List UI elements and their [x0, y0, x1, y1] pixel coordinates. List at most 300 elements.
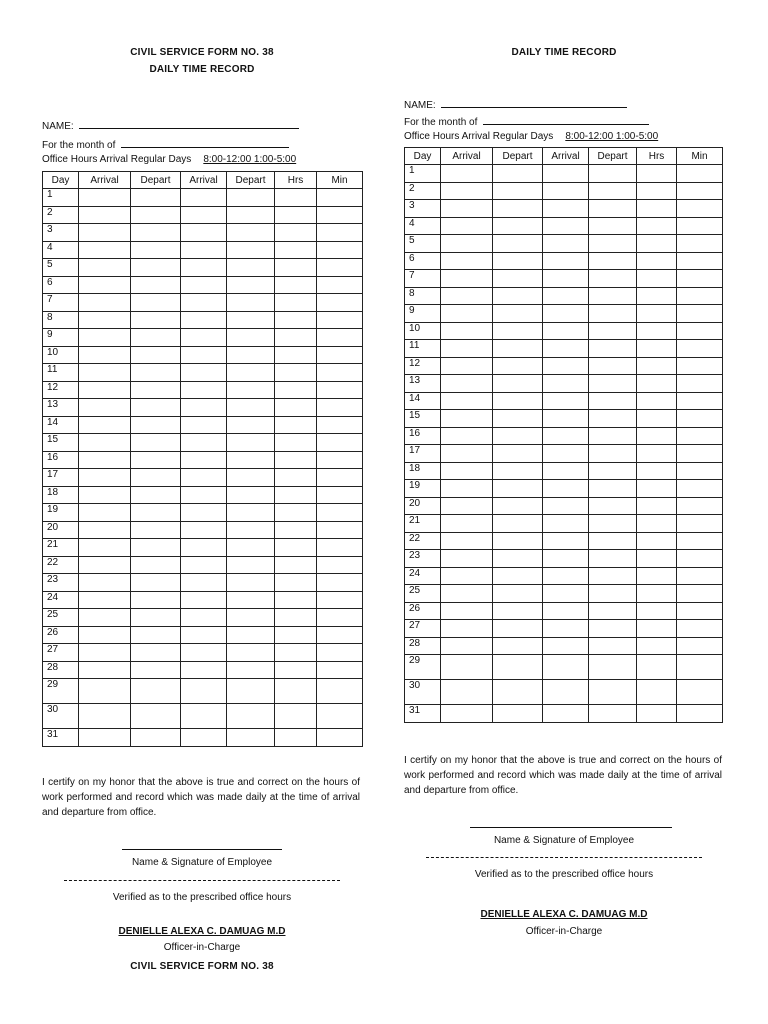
time-entry-cell[interactable]: [227, 206, 275, 224]
time-entry-cell[interactable]: [589, 550, 637, 568]
time-entry-cell[interactable]: [637, 270, 677, 288]
time-entry-cell[interactable]: [441, 427, 493, 445]
time-entry-cell[interactable]: [317, 206, 363, 224]
time-entry-cell[interactable]: [543, 462, 589, 480]
time-entry-cell[interactable]: [275, 294, 317, 312]
time-entry-cell[interactable]: [131, 311, 181, 329]
time-entry-cell[interactable]: [131, 206, 181, 224]
time-entry-cell[interactable]: [131, 346, 181, 364]
time-entry-cell[interactable]: [441, 375, 493, 393]
time-entry-cell[interactable]: [543, 200, 589, 218]
time-entry-cell[interactable]: [493, 305, 543, 323]
time-entry-cell[interactable]: [317, 381, 363, 399]
time-entry-cell[interactable]: [227, 241, 275, 259]
time-entry-cell[interactable]: [441, 410, 493, 428]
time-entry-cell[interactable]: [131, 241, 181, 259]
time-entry-cell[interactable]: [181, 294, 227, 312]
time-entry-cell[interactable]: [441, 340, 493, 358]
time-entry-cell[interactable]: [543, 445, 589, 463]
time-entry-cell[interactable]: [227, 521, 275, 539]
time-entry-cell[interactable]: [275, 626, 317, 644]
time-entry-cell[interactable]: [275, 521, 317, 539]
time-entry-cell[interactable]: [317, 704, 363, 729]
time-entry-cell[interactable]: [181, 399, 227, 417]
time-entry-cell[interactable]: [131, 521, 181, 539]
time-entry-cell[interactable]: [79, 189, 131, 207]
time-entry-cell[interactable]: [275, 661, 317, 679]
time-entry-cell[interactable]: [317, 259, 363, 277]
time-entry-cell[interactable]: [677, 165, 723, 183]
time-entry-cell[interactable]: [589, 252, 637, 270]
employee-signature-line[interactable]: [470, 827, 672, 828]
time-entry-cell[interactable]: [227, 276, 275, 294]
time-entry-cell[interactable]: [589, 217, 637, 235]
time-entry-cell[interactable]: [589, 287, 637, 305]
time-entry-cell[interactable]: [227, 539, 275, 557]
time-entry-cell[interactable]: [79, 381, 131, 399]
time-entry-cell[interactable]: [493, 515, 543, 533]
time-entry-cell[interactable]: [589, 497, 637, 515]
time-entry-cell[interactable]: [131, 451, 181, 469]
time-entry-cell[interactable]: [543, 655, 589, 680]
time-entry-cell[interactable]: [677, 375, 723, 393]
time-entry-cell[interactable]: [677, 620, 723, 638]
time-entry-cell[interactable]: [317, 294, 363, 312]
time-entry-cell[interactable]: [637, 550, 677, 568]
time-entry-cell[interactable]: [181, 486, 227, 504]
time-entry-cell[interactable]: [181, 609, 227, 627]
time-entry-cell[interactable]: [227, 469, 275, 487]
time-entry-cell[interactable]: [543, 252, 589, 270]
time-entry-cell[interactable]: [543, 637, 589, 655]
time-entry-cell[interactable]: [79, 591, 131, 609]
time-entry-cell[interactable]: [493, 680, 543, 705]
time-entry-cell[interactable]: [131, 661, 181, 679]
time-entry-cell[interactable]: [493, 550, 543, 568]
time-entry-cell[interactable]: [589, 200, 637, 218]
time-entry-cell[interactable]: [637, 480, 677, 498]
time-entry-cell[interactable]: [493, 217, 543, 235]
time-entry-cell[interactable]: [493, 322, 543, 340]
time-entry-cell[interactable]: [181, 504, 227, 522]
time-entry-cell[interactable]: [317, 539, 363, 557]
time-entry-cell[interactable]: [493, 445, 543, 463]
time-entry-cell[interactable]: [543, 322, 589, 340]
time-entry-cell[interactable]: [441, 305, 493, 323]
time-entry-cell[interactable]: [275, 364, 317, 382]
time-entry-cell[interactable]: [637, 620, 677, 638]
time-entry-cell[interactable]: [275, 311, 317, 329]
time-entry-cell[interactable]: [441, 322, 493, 340]
time-entry-cell[interactable]: [589, 235, 637, 253]
time-entry-cell[interactable]: [637, 217, 677, 235]
time-entry-cell[interactable]: [181, 311, 227, 329]
time-entry-cell[interactable]: [227, 504, 275, 522]
time-entry-cell[interactable]: [441, 497, 493, 515]
time-entry-cell[interactable]: [493, 620, 543, 638]
time-entry-cell[interactable]: [317, 521, 363, 539]
time-entry-cell[interactable]: [181, 626, 227, 644]
time-entry-cell[interactable]: [275, 591, 317, 609]
time-entry-cell[interactable]: [131, 556, 181, 574]
time-entry-cell[interactable]: [79, 486, 131, 504]
time-entry-cell[interactable]: [275, 416, 317, 434]
time-entry-cell[interactable]: [275, 574, 317, 592]
time-entry-cell[interactable]: [79, 416, 131, 434]
time-entry-cell[interactable]: [79, 729, 131, 747]
time-entry-cell[interactable]: [131, 259, 181, 277]
time-entry-cell[interactable]: [589, 620, 637, 638]
time-entry-cell[interactable]: [589, 270, 637, 288]
time-entry-cell[interactable]: [677, 515, 723, 533]
time-entry-cell[interactable]: [181, 451, 227, 469]
time-entry-cell[interactable]: [637, 392, 677, 410]
time-entry-cell[interactable]: [275, 679, 317, 704]
time-entry-cell[interactable]: [227, 381, 275, 399]
time-entry-cell[interactable]: [317, 556, 363, 574]
time-entry-cell[interactable]: [493, 375, 543, 393]
time-entry-cell[interactable]: [543, 182, 589, 200]
time-entry-cell[interactable]: [441, 637, 493, 655]
time-entry-cell[interactable]: [589, 322, 637, 340]
time-entry-cell[interactable]: [637, 410, 677, 428]
time-entry-cell[interactable]: [637, 680, 677, 705]
time-entry-cell[interactable]: [275, 276, 317, 294]
time-entry-cell[interactable]: [637, 357, 677, 375]
time-entry-cell[interactable]: [589, 585, 637, 603]
time-entry-cell[interactable]: [275, 704, 317, 729]
time-entry-cell[interactable]: [589, 375, 637, 393]
time-entry-cell[interactable]: [493, 655, 543, 680]
time-entry-cell[interactable]: [637, 427, 677, 445]
time-entry-cell[interactable]: [543, 620, 589, 638]
time-entry-cell[interactable]: [441, 480, 493, 498]
time-entry-cell[interactable]: [181, 704, 227, 729]
time-entry-cell[interactable]: [79, 241, 131, 259]
time-entry-cell[interactable]: [493, 200, 543, 218]
time-entry-cell[interactable]: [637, 287, 677, 305]
time-entry-cell[interactable]: [543, 427, 589, 445]
time-entry-cell[interactable]: [79, 644, 131, 662]
time-entry-cell[interactable]: [677, 480, 723, 498]
time-entry-cell[interactable]: [317, 591, 363, 609]
time-entry-cell[interactable]: [493, 497, 543, 515]
time-entry-cell[interactable]: [79, 609, 131, 627]
time-entry-cell[interactable]: [275, 241, 317, 259]
time-entry-cell[interactable]: [589, 305, 637, 323]
time-entry-cell[interactable]: [589, 392, 637, 410]
time-entry-cell[interactable]: [677, 252, 723, 270]
time-entry-cell[interactable]: [275, 539, 317, 557]
time-entry-cell[interactable]: [131, 644, 181, 662]
time-entry-cell[interactable]: [131, 416, 181, 434]
time-entry-cell[interactable]: [79, 294, 131, 312]
time-entry-cell[interactable]: [677, 287, 723, 305]
time-entry-cell[interactable]: [543, 480, 589, 498]
time-entry-cell[interactable]: [227, 556, 275, 574]
time-entry-cell[interactable]: [275, 224, 317, 242]
time-entry-cell[interactable]: [493, 427, 543, 445]
time-entry-cell[interactable]: [677, 585, 723, 603]
time-entry-cell[interactable]: [441, 550, 493, 568]
time-entry-cell[interactable]: [677, 550, 723, 568]
time-entry-cell[interactable]: [543, 357, 589, 375]
time-entry-cell[interactable]: [181, 241, 227, 259]
time-entry-cell[interactable]: [227, 609, 275, 627]
time-entry-cell[interactable]: [227, 644, 275, 662]
time-entry-cell[interactable]: [227, 346, 275, 364]
time-entry-cell[interactable]: [543, 340, 589, 358]
time-entry-cell[interactable]: [677, 567, 723, 585]
time-entry-cell[interactable]: [227, 329, 275, 347]
time-entry-cell[interactable]: [589, 705, 637, 723]
time-entry-cell[interactable]: [131, 679, 181, 704]
time-entry-cell[interactable]: [493, 602, 543, 620]
time-entry-cell[interactable]: [79, 206, 131, 224]
time-entry-cell[interactable]: [493, 340, 543, 358]
time-entry-cell[interactable]: [275, 329, 317, 347]
time-entry-cell[interactable]: [227, 661, 275, 679]
time-entry-cell[interactable]: [181, 729, 227, 747]
time-entry-cell[interactable]: [317, 574, 363, 592]
time-entry-cell[interactable]: [441, 515, 493, 533]
time-entry-cell[interactable]: [317, 661, 363, 679]
time-entry-cell[interactable]: [677, 532, 723, 550]
time-entry-cell[interactable]: [181, 364, 227, 382]
time-entry-cell[interactable]: [493, 637, 543, 655]
time-entry-cell[interactable]: [441, 462, 493, 480]
time-entry-cell[interactable]: [317, 609, 363, 627]
time-entry-cell[interactable]: [441, 445, 493, 463]
month-blank[interactable]: [121, 138, 289, 148]
time-entry-cell[interactable]: [677, 270, 723, 288]
time-entry-cell[interactable]: [317, 451, 363, 469]
time-entry-cell[interactable]: [589, 462, 637, 480]
time-entry-cell[interactable]: [493, 532, 543, 550]
time-entry-cell[interactable]: [543, 392, 589, 410]
employee-signature-line[interactable]: [122, 849, 282, 850]
time-entry-cell[interactable]: [131, 381, 181, 399]
time-entry-cell[interactable]: [677, 340, 723, 358]
time-entry-cell[interactable]: [317, 346, 363, 364]
time-entry-cell[interactable]: [181, 276, 227, 294]
time-entry-cell[interactable]: [543, 375, 589, 393]
time-entry-cell[interactable]: [677, 217, 723, 235]
time-entry-cell[interactable]: [181, 416, 227, 434]
time-entry-cell[interactable]: [317, 626, 363, 644]
time-entry-cell[interactable]: [181, 469, 227, 487]
time-entry-cell[interactable]: [79, 451, 131, 469]
time-entry-cell[interactable]: [79, 704, 131, 729]
time-entry-cell[interactable]: [275, 189, 317, 207]
time-entry-cell[interactable]: [79, 679, 131, 704]
time-entry-cell[interactable]: [637, 655, 677, 680]
time-entry-cell[interactable]: [677, 462, 723, 480]
time-entry-cell[interactable]: [677, 410, 723, 428]
time-entry-cell[interactable]: [589, 182, 637, 200]
time-entry-cell[interactable]: [543, 585, 589, 603]
time-entry-cell[interactable]: [181, 434, 227, 452]
time-entry-cell[interactable]: [493, 270, 543, 288]
time-entry-cell[interactable]: [441, 182, 493, 200]
time-entry-cell[interactable]: [589, 655, 637, 680]
time-entry-cell[interactable]: [493, 567, 543, 585]
time-entry-cell[interactable]: [227, 189, 275, 207]
time-entry-cell[interactable]: [79, 661, 131, 679]
time-entry-cell[interactable]: [441, 357, 493, 375]
time-entry-cell[interactable]: [275, 259, 317, 277]
time-entry-cell[interactable]: [543, 217, 589, 235]
time-entry-cell[interactable]: [227, 434, 275, 452]
time-entry-cell[interactable]: [79, 399, 131, 417]
time-entry-cell[interactable]: [589, 532, 637, 550]
time-entry-cell[interactable]: [637, 182, 677, 200]
time-entry-cell[interactable]: [131, 364, 181, 382]
time-entry-cell[interactable]: [79, 626, 131, 644]
time-entry-cell[interactable]: [543, 270, 589, 288]
time-entry-cell[interactable]: [637, 602, 677, 620]
time-entry-cell[interactable]: [441, 235, 493, 253]
time-entry-cell[interactable]: [227, 259, 275, 277]
time-entry-cell[interactable]: [275, 399, 317, 417]
time-entry-cell[interactable]: [493, 165, 543, 183]
time-entry-cell[interactable]: [317, 311, 363, 329]
time-entry-cell[interactable]: [181, 556, 227, 574]
time-entry-cell[interactable]: [275, 434, 317, 452]
time-entry-cell[interactable]: [79, 311, 131, 329]
time-entry-cell[interactable]: [227, 591, 275, 609]
time-entry-cell[interactable]: [677, 680, 723, 705]
time-entry-cell[interactable]: [181, 521, 227, 539]
time-entry-cell[interactable]: [637, 340, 677, 358]
time-entry-cell[interactable]: [677, 602, 723, 620]
time-entry-cell[interactable]: [637, 637, 677, 655]
time-entry-cell[interactable]: [441, 287, 493, 305]
month-blank[interactable]: [483, 115, 649, 125]
time-entry-cell[interactable]: [543, 410, 589, 428]
time-entry-cell[interactable]: [79, 556, 131, 574]
time-entry-cell[interactable]: [543, 235, 589, 253]
time-entry-cell[interactable]: [589, 602, 637, 620]
time-entry-cell[interactable]: [181, 661, 227, 679]
time-entry-cell[interactable]: [637, 705, 677, 723]
time-entry-cell[interactable]: [317, 504, 363, 522]
time-entry-cell[interactable]: [589, 445, 637, 463]
time-entry-cell[interactable]: [131, 486, 181, 504]
time-entry-cell[interactable]: [227, 311, 275, 329]
time-entry-cell[interactable]: [543, 165, 589, 183]
time-entry-cell[interactable]: [227, 704, 275, 729]
name-blank[interactable]: [441, 98, 627, 108]
time-entry-cell[interactable]: [79, 434, 131, 452]
time-entry-cell[interactable]: [637, 532, 677, 550]
time-entry-cell[interactable]: [677, 305, 723, 323]
time-entry-cell[interactable]: [589, 427, 637, 445]
time-entry-cell[interactable]: [589, 165, 637, 183]
time-entry-cell[interactable]: [79, 346, 131, 364]
time-entry-cell[interactable]: [441, 270, 493, 288]
time-entry-cell[interactable]: [543, 515, 589, 533]
time-entry-cell[interactable]: [131, 276, 181, 294]
time-entry-cell[interactable]: [317, 679, 363, 704]
time-entry-cell[interactable]: [181, 346, 227, 364]
time-entry-cell[interactable]: [275, 729, 317, 747]
time-entry-cell[interactable]: [181, 574, 227, 592]
time-entry-cell[interactable]: [131, 399, 181, 417]
time-entry-cell[interactable]: [677, 182, 723, 200]
time-entry-cell[interactable]: [637, 305, 677, 323]
time-entry-cell[interactable]: [589, 340, 637, 358]
time-entry-cell[interactable]: [637, 445, 677, 463]
time-entry-cell[interactable]: [131, 189, 181, 207]
time-entry-cell[interactable]: [317, 224, 363, 242]
time-entry-cell[interactable]: [493, 357, 543, 375]
time-entry-cell[interactable]: [227, 399, 275, 417]
time-entry-cell[interactable]: [181, 539, 227, 557]
time-entry-cell[interactable]: [131, 626, 181, 644]
time-entry-cell[interactable]: [637, 567, 677, 585]
time-entry-cell[interactable]: [543, 602, 589, 620]
time-entry-cell[interactable]: [441, 655, 493, 680]
time-entry-cell[interactable]: [493, 705, 543, 723]
time-entry-cell[interactable]: [181, 381, 227, 399]
time-entry-cell[interactable]: [275, 609, 317, 627]
time-entry-cell[interactable]: [317, 399, 363, 417]
time-entry-cell[interactable]: [441, 705, 493, 723]
time-entry-cell[interactable]: [227, 294, 275, 312]
time-entry-cell[interactable]: [79, 276, 131, 294]
time-entry-cell[interactable]: [79, 364, 131, 382]
time-entry-cell[interactable]: [441, 680, 493, 705]
time-entry-cell[interactable]: [181, 591, 227, 609]
time-entry-cell[interactable]: [677, 445, 723, 463]
time-entry-cell[interactable]: [589, 357, 637, 375]
time-entry-cell[interactable]: [317, 434, 363, 452]
time-entry-cell[interactable]: [543, 532, 589, 550]
time-entry-cell[interactable]: [677, 357, 723, 375]
time-entry-cell[interactable]: [275, 556, 317, 574]
time-entry-cell[interactable]: [131, 574, 181, 592]
time-entry-cell[interactable]: [131, 329, 181, 347]
name-blank[interactable]: [79, 119, 299, 129]
time-entry-cell[interactable]: [131, 504, 181, 522]
time-entry-cell[interactable]: [131, 704, 181, 729]
time-entry-cell[interactable]: [543, 497, 589, 515]
time-entry-cell[interactable]: [589, 410, 637, 428]
time-entry-cell[interactable]: [637, 375, 677, 393]
time-entry-cell[interactable]: [227, 364, 275, 382]
time-entry-cell[interactable]: [637, 497, 677, 515]
time-entry-cell[interactable]: [589, 680, 637, 705]
time-entry-cell[interactable]: [181, 224, 227, 242]
time-entry-cell[interactable]: [79, 539, 131, 557]
time-entry-cell[interactable]: [227, 626, 275, 644]
time-entry-cell[interactable]: [441, 567, 493, 585]
time-entry-cell[interactable]: [543, 680, 589, 705]
time-entry-cell[interactable]: [131, 539, 181, 557]
time-entry-cell[interactable]: [493, 410, 543, 428]
time-entry-cell[interactable]: [275, 469, 317, 487]
time-entry-cell[interactable]: [181, 259, 227, 277]
time-entry-cell[interactable]: [493, 287, 543, 305]
time-entry-cell[interactable]: [181, 189, 227, 207]
time-entry-cell[interactable]: [227, 224, 275, 242]
time-entry-cell[interactable]: [317, 189, 363, 207]
time-entry-cell[interactable]: [317, 486, 363, 504]
time-entry-cell[interactable]: [227, 486, 275, 504]
time-entry-cell[interactable]: [677, 235, 723, 253]
time-entry-cell[interactable]: [589, 515, 637, 533]
